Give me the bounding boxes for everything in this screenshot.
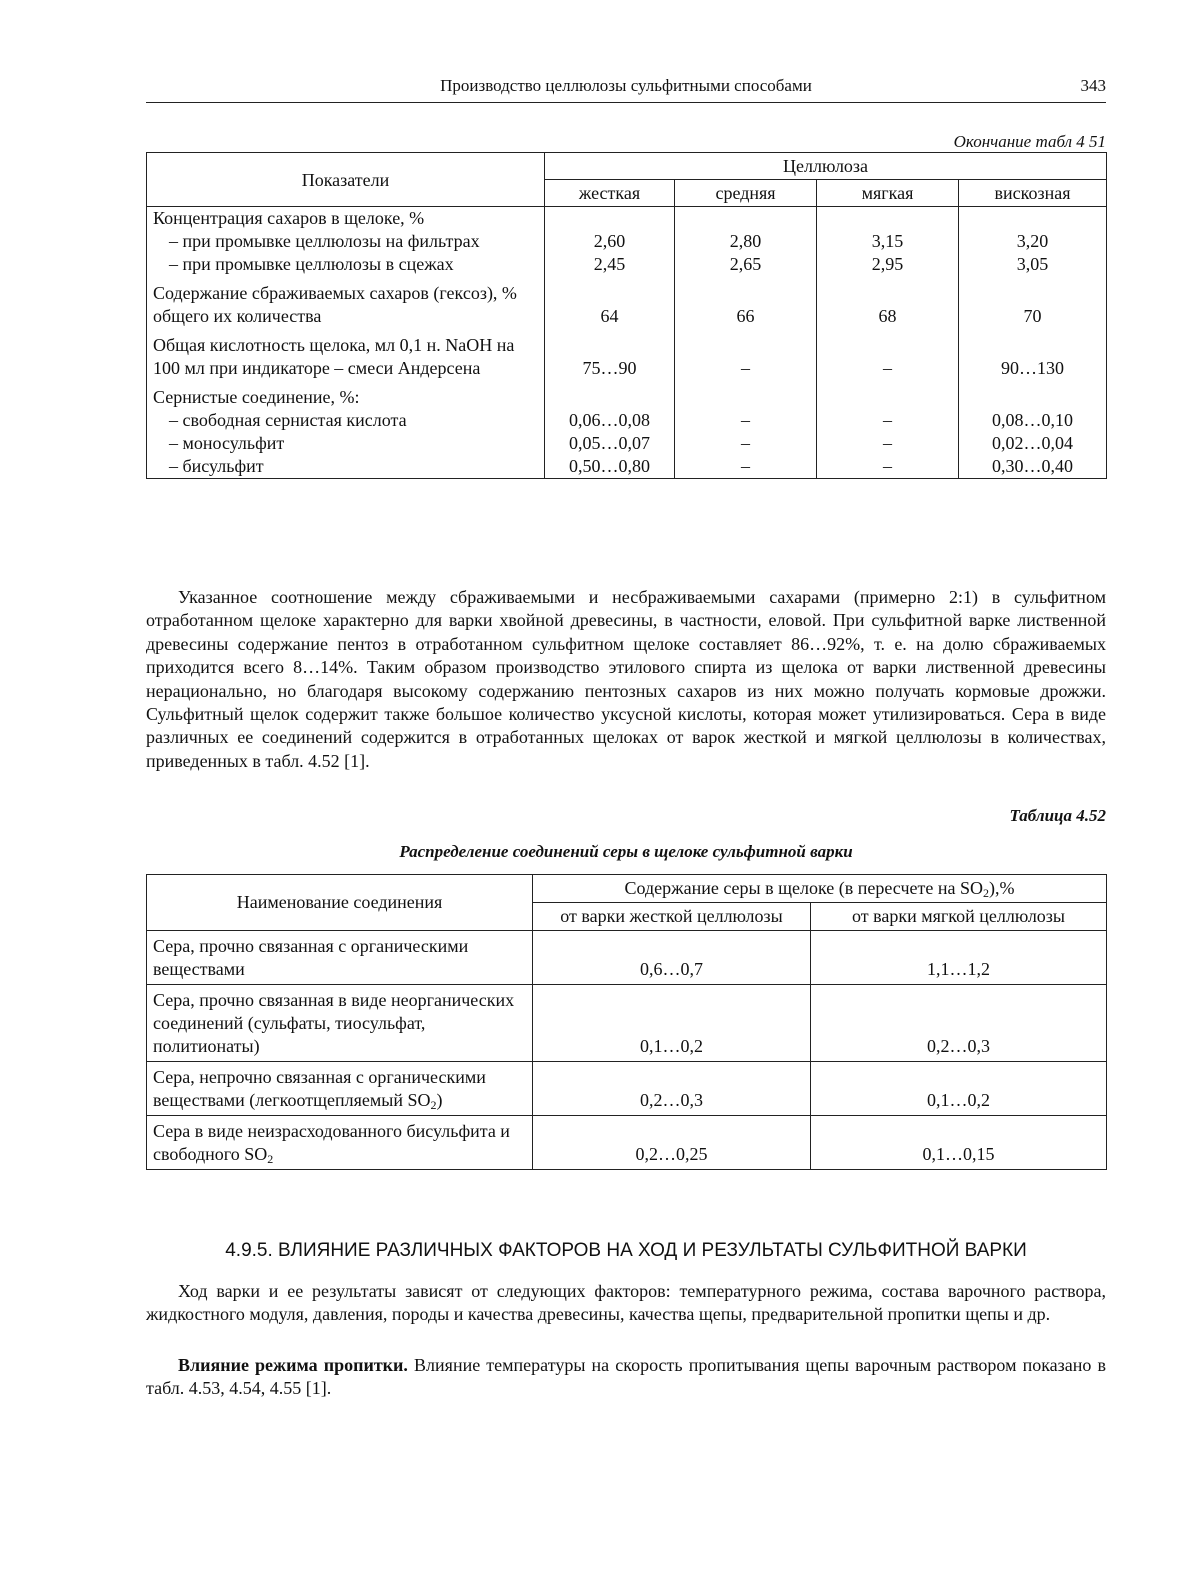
subscript: 2 bbox=[982, 886, 989, 900]
column-group-cellulose: Целлюлоза bbox=[545, 153, 1107, 180]
table-row bbox=[147, 931, 1107, 985]
table-row bbox=[147, 253, 1107, 276]
row-label bbox=[147, 985, 533, 1062]
cell-value: 90…130 bbox=[959, 328, 1107, 380]
row-label bbox=[147, 1116, 533, 1170]
cell-value: 3,05 bbox=[959, 253, 1107, 276]
table-row bbox=[147, 380, 1107, 409]
cell-value: 0,30…0,40 bbox=[959, 455, 1107, 479]
row-label-text: Сера, непрочно связанная с органическими веществами (легкоотщепляемый SO bbox=[153, 1067, 486, 1110]
cell-value bbox=[675, 380, 817, 409]
row-label-tail: ) bbox=[436, 1090, 443, 1110]
cell-value: 0,1…0,2 bbox=[811, 1062, 1107, 1116]
table-title: Распределение соединений серы в щелоке сульфитной варки bbox=[399, 842, 853, 861]
row-label-text: Сера, прочно связанная с органическими веществами bbox=[153, 936, 469, 979]
cell-value bbox=[817, 380, 959, 409]
cell-value: 3,15 bbox=[817, 230, 959, 253]
cell-value: 2,95 bbox=[817, 253, 959, 276]
cell-value: 1,1…1,2 bbox=[811, 931, 1107, 985]
row-label: – при промывке целлюлозы на фильтрах bbox=[147, 230, 545, 253]
cell-value bbox=[959, 380, 1107, 409]
cell-value: 0,1…0,2 bbox=[533, 985, 811, 1062]
body-paragraph: Ход варки и ее результаты зависят от следующих факторов: температурного режима, состава варочного раствора, жидкостного модуля, давления, породы и качества древесины, качества щепы, предварительной пропитки щепы и др. bbox=[146, 1281, 1106, 1325]
table-body bbox=[147, 931, 1107, 1170]
cell-value: 2,80 bbox=[675, 230, 817, 253]
table-row bbox=[147, 1116, 1107, 1170]
row-label: – свободная сернистая кислота bbox=[147, 409, 545, 432]
cell-value: 0,08…0,10 bbox=[959, 409, 1107, 432]
cell-value: – bbox=[817, 409, 959, 432]
cell-value bbox=[675, 207, 817, 231]
column-header-indicators: Показатели bbox=[147, 153, 545, 207]
column-header-compound: Наименование соединения bbox=[147, 875, 533, 931]
cell-value: – bbox=[817, 328, 959, 380]
cell-value: 0,02…0,04 bbox=[959, 432, 1107, 455]
cell-value: 0,2…0,25 bbox=[533, 1116, 811, 1170]
column-header: от варки жесткой целлюлозы bbox=[533, 903, 811, 931]
column-header: средняя bbox=[675, 180, 817, 207]
cell-value: 66 bbox=[675, 276, 817, 328]
table-row bbox=[147, 207, 1107, 231]
cell-value: 2,60 bbox=[545, 230, 675, 253]
cell-value: 0,6…0,7 bbox=[533, 931, 811, 985]
subscript: 2 bbox=[267, 1152, 274, 1166]
paragraph-lead-bold: Влияние режима пропитки. bbox=[178, 1355, 408, 1375]
cell-value: – bbox=[675, 328, 817, 380]
table-row bbox=[147, 230, 1107, 253]
row-label: Содержание сбраживаемых сахаров (гексоз), % общего их количества bbox=[147, 276, 545, 328]
cell-value: 0,50…0,80 bbox=[545, 455, 675, 479]
table-row bbox=[147, 455, 1107, 479]
cell-value: 0,2…0,3 bbox=[533, 1062, 811, 1116]
table-row bbox=[147, 432, 1107, 455]
column-header: от варки мягкой целлюлозы bbox=[811, 903, 1107, 931]
row-label bbox=[147, 931, 533, 985]
cell-value: 0,06…0,08 bbox=[545, 409, 675, 432]
paragraph-text: Влияние температуры на скорость пропитывания щепы варочным раствором показано в табл. 4.53, 4.54, 4.55 [1]. bbox=[146, 1355, 1106, 1399]
cell-value: 0,05…0,07 bbox=[545, 432, 675, 455]
body-paragraph bbox=[146, 1354, 1106, 1401]
cell-value: 2,45 bbox=[545, 253, 675, 276]
row-label-text: Сера в виде неизрасходованного бисульфита и свободного SO bbox=[153, 1121, 510, 1164]
section-heading: 4.9.5. ВЛИЯНИЕ РАЗЛИЧНЫХ ФАКТОРОВ НА ХОД И РЕЗУЛЬТАТЫ СУЛЬФИТНОЙ ВАРКИ bbox=[225, 1240, 1027, 1261]
page-number: 343 bbox=[1080, 76, 1106, 95]
cell-value: 3,20 bbox=[959, 230, 1107, 253]
column-group-sulfur-content bbox=[533, 875, 1107, 903]
cell-value: – bbox=[675, 432, 817, 455]
cell-value bbox=[545, 380, 675, 409]
row-label: Концентрация сахаров в щелоке, % bbox=[147, 207, 545, 231]
cell-value: 0,2…0,3 bbox=[811, 985, 1107, 1062]
body-paragraph: Указанное соотношение между сбраживаемыми и несбраживаемыми сахарами (примерно 2:1) в сульфитном отработанном щелоке характерно для варки хвойной древесины, в частности, еловой. При сульфитной варке лиственной древесины содержание пентоз в отработанном сульфитном щелоке составляет 86…92%, т. е. на долю сбраживаемых приходится всего 8…14%. Таким образом производство этилового спирта из щелока от варки лиственной древесины нерационально, но благодаря высокому содержанию пентозных сахаров из них можно получать кормовые дрожжи. Сульфитный щелок содержит также большое количество уксусной кислоты, которая может утилизироваться. Сера в виде различных ее соединений содержится в отработанных щелоках от варок жесткой и мягкой целлюлозы в количествах, приведенных в табл. 4.52 [1]. bbox=[146, 587, 1106, 771]
cell-value bbox=[817, 207, 959, 231]
column-header: вискозная bbox=[959, 180, 1107, 207]
row-label: – моносульфит bbox=[147, 432, 545, 455]
cell-value: 70 bbox=[959, 276, 1107, 328]
row-label: Сернистые соединение, %: bbox=[147, 380, 545, 409]
cell-value: – bbox=[675, 455, 817, 479]
row-label bbox=[147, 1062, 533, 1116]
cell-value: 64 bbox=[545, 276, 675, 328]
row-label-text: Сера, прочно связанная в виде неорганических соединений (сульфаты, тиосульфат, политионаты) bbox=[153, 990, 515, 1056]
table-row bbox=[147, 409, 1107, 432]
table-row bbox=[147, 276, 1107, 328]
table-row bbox=[147, 1062, 1107, 1116]
cell-value bbox=[545, 207, 675, 231]
group-header-tail: ),% bbox=[988, 878, 1015, 898]
cell-value: 2,65 bbox=[675, 253, 817, 276]
table-4-52 bbox=[146, 874, 1107, 1170]
row-label: – бисульфит bbox=[147, 455, 545, 479]
table-row bbox=[147, 328, 1107, 380]
table-continuation-caption: Окончание табл 4 51 bbox=[953, 132, 1106, 151]
table-4-51-continuation bbox=[146, 152, 1107, 479]
subscript: 2 bbox=[430, 1098, 437, 1112]
running-title: Производство целлюлозы сульфитными способами bbox=[440, 76, 812, 95]
cell-value: 68 bbox=[817, 276, 959, 328]
row-label: Общая кислотность щелока, мл 0,1 н. NaOH на 100 мл при индикаторе – смеси Андерсена bbox=[147, 328, 545, 380]
table-row bbox=[147, 985, 1107, 1062]
running-header bbox=[146, 74, 1106, 103]
cell-value bbox=[959, 207, 1107, 231]
row-label: – при промывке целлюлозы в сцежах bbox=[147, 253, 545, 276]
cell-value: – bbox=[817, 432, 959, 455]
column-header: мягкая bbox=[817, 180, 959, 207]
table-body bbox=[147, 207, 1107, 479]
cell-value: – bbox=[675, 409, 817, 432]
table-number: Таблица 4.52 bbox=[1009, 806, 1106, 825]
cell-value: 75…90 bbox=[545, 328, 675, 380]
column-header: жесткая bbox=[545, 180, 675, 207]
group-header-text: Содержание серы в щелоке (в пересчете на SO bbox=[624, 878, 983, 898]
cell-value: 0,1…0,15 bbox=[811, 1116, 1107, 1170]
cell-value: – bbox=[817, 455, 959, 479]
